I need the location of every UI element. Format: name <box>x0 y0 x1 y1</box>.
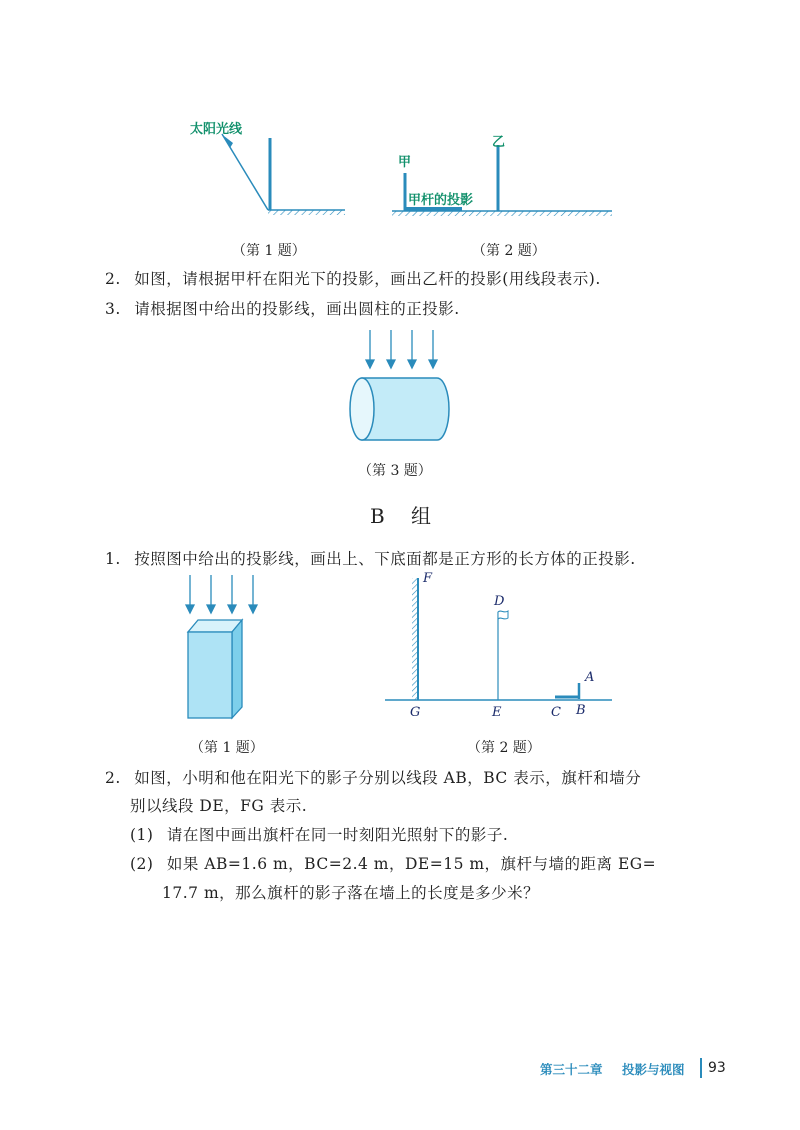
footer-chapter: 第三十二章 <box>540 1062 603 1077</box>
pole-b-label: 乙 <box>492 135 506 150</box>
figure-3-cylinder <box>340 330 460 450</box>
point-a-label: A <box>585 670 595 685</box>
point-b-label: B <box>576 703 586 718</box>
figure-3-drawing <box>340 330 460 450</box>
figure-1-caption: （第 1 题） <box>232 243 306 259</box>
question-b2-line2: 别以线段 DE，FG 表示. <box>130 797 308 815</box>
figure-b1-cuboid <box>180 575 270 725</box>
question-b1 <box>105 548 636 570</box>
question-a2 <box>105 268 601 290</box>
section-b-title: B 组 <box>370 504 442 528</box>
sub-text: 请在图中画出旗杆在同一时刻阳光照射下的影子. <box>166 826 509 844</box>
question-number: 2. <box>105 769 121 787</box>
footer-divider <box>700 1058 702 1078</box>
point-e-label: E <box>492 705 502 720</box>
question-number: 2. <box>105 270 121 288</box>
sub-number: (1) <box>130 826 154 844</box>
point-d-label: D <box>494 594 505 609</box>
sub-text: 如果 AB=1.6 m，BC=2.4 m，DE=15 m，旗杆与墙的距离 EG= <box>166 855 657 873</box>
question-a3 <box>105 298 460 320</box>
question-number: 3. <box>105 300 121 318</box>
figure-1-sunlight <box>180 110 360 240</box>
question-number: 1. <box>105 550 121 568</box>
sunlight-label: 太阳光线 <box>190 122 243 137</box>
footer-topic: 投影与视图 <box>622 1062 685 1077</box>
question-b2-sub1 <box>130 824 508 846</box>
page-number: 93 <box>708 1060 726 1076</box>
point-c-label: C <box>551 705 561 720</box>
question-b2-sub2-line2: 17.7 m，那么旗杆的影子落在墙上的长度是多少米？ <box>162 884 540 902</box>
shadow-label: 甲杆的投影 <box>408 193 474 208</box>
point-f-label: F <box>423 571 433 586</box>
question-text: 请根据图中给出的投影线，画出圆柱的正投影. <box>134 300 460 318</box>
figure-b1-drawing <box>180 575 270 725</box>
figure-b1-caption: （第 1 题） <box>190 740 264 756</box>
question-text: 如图，请根据甲杆在阳光下的投影，画出乙杆的投影(用线段表示). <box>134 270 601 288</box>
question-text: 按照图中给出的投影线，画出上、下底面都是正方形的长方体的正投影. <box>134 550 636 568</box>
point-g-label: G <box>410 705 421 720</box>
pole-a-label: 甲 <box>398 155 412 170</box>
figure-2-caption: （第 2 题） <box>472 243 546 259</box>
figure-3-caption: （第 3 题） <box>358 463 432 479</box>
question-b2-sub2-line1 <box>130 853 656 875</box>
sub-number: (2) <box>130 855 154 873</box>
question-text: 如图，小明和他在阳光下的影子分别以线段 AB，BC 表示，旗杆和墙分 <box>134 769 642 787</box>
page-footer <box>540 1058 730 1078</box>
figure-2-poles <box>390 125 620 240</box>
question-b2-line1 <box>105 767 641 789</box>
figure-b2-caption: （第 2 题） <box>467 740 541 756</box>
figure-b2-wall-flagpole <box>380 570 620 725</box>
